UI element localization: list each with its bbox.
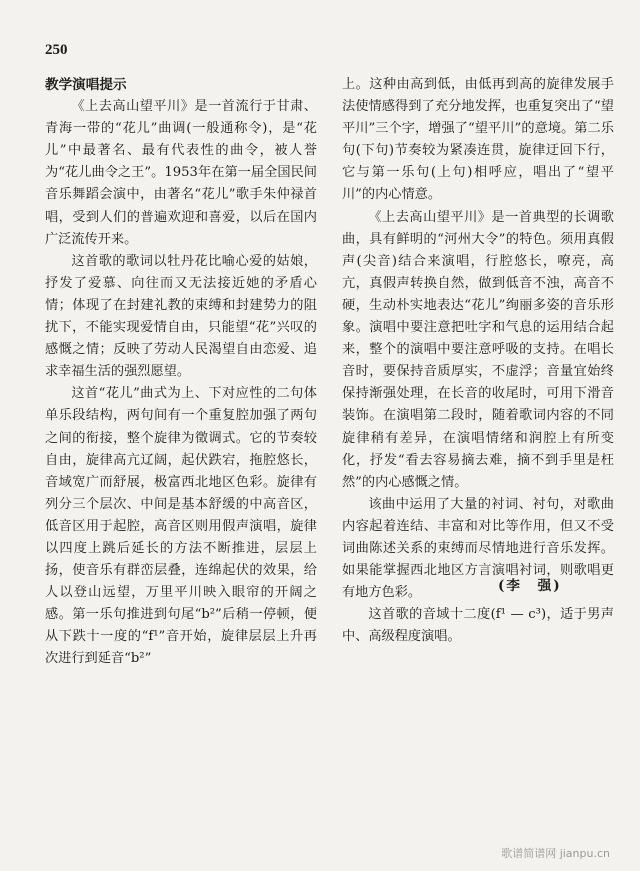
- paragraph-intro: 《上去高山望平川》是一首流行于甘肃、青海一带的“花儿”曲调(一般通称令)，是“花儿”中最著名、最有代表性的曲令，被人誉为“花儿曲令之王”。1953年在第一届全国民间音乐舞蹈会演中，由著名“花儿”歌手朱仲禄首唱，受到人们的普遍欢迎和喜爱，以后在国内广泛流传开来。: [45, 99, 317, 247]
- paragraph-lyrics: 这首歌的歌词以牡丹花比喻心爱的姑娘，抒发了爱慕、向往而又无法接近她的矛盾心情；体现了在封建礼教的束缚和封建势力的阻扰下，不能实现爱情自由，只能望“花”兴叹的感慨之情；反映了劳动人民渴望自由恋爱、追求幸福生活的强烈愿望。: [45, 253, 317, 380]
- section-heading: 教学演唱提示: [45, 77, 127, 93]
- paragraph-filler-words: 该曲中运用了大量的衬词、衬句，对歌曲内容起着连结、丰富和对比等作用，但又不受词曲陈述关系的束缚而尽情地进行音乐发挥。如果能掌握西北地区方言演唱衬词，则歌唱更有地方色彩。: [342, 496, 614, 601]
- left-column: [45, 74, 317, 671]
- author-signature: (李 强): [498, 578, 562, 594]
- paragraph-singing: 《上去高山望平川》是一首典型的长调歌曲，具有鲜明的“河州大令”的特色。须用真假声(尖音)结合来演唱，行腔悠长，嘹亮，高亢，真假声转换自然，做到低音不浊，高音不硬，生动朴实地表达“花儿”绚丽多姿的音乐形象。演唱中要注意把吐字和气息的运用结合起来，整个的演唱中要注意呼吸的支持。在唱长音时，要保持音质厚实，不虚浮；音量宜始终保持渐强处理，在长音的收尾时，可用下滑音装饰。在演唱第二段时，随着歌词内容的不同旋律稍有差异，在演唱情绪和润腔上有所变化，抒发“看去容易摘去难，摘不到手里是枉然”的内心感慨之情。: [342, 209, 614, 490]
- paragraph-range: 这首歌的音域十二度(f¹ — c³)，适于男声中、高级程度演唱。: [342, 607, 614, 645]
- paragraph-structure: 这首“花儿”曲式为上、下对应性的二句体单乐段结构，两句间有一个重复腔加强了两句之间的衔接，整个旋律为徵调式。它的节奏较自由，旋律高亢辽阔，起伏跌宕，拖腔悠长，音域宽广而舒展，极富西北地区色彩。旋律有列分三个层次、中间是基本舒缓的中高音区，低音区用于起腔，高音区则用假声演唱，旋律以四度上跳后延长的方法不断推进，层层上扬，使音乐有群峦层叠，连绵起伏的效果，给人以登山远望，万里平川映入眼帘的开阔之感。第一乐句推进到句尾“b²”后稍一停顿，便从下跌十一度的“f¹”音开始，旋律层层上升再次进行到延音“b²”: [45, 386, 317, 667]
- site-watermark: 歌谱简谱网 jianpu.cn: [501, 847, 610, 860]
- page-number: 250: [45, 42, 68, 58]
- right-column: [342, 74, 614, 648]
- paragraph-structure-continued: 上。这种由高到低，由低再到高的旋律发展手法使情感得到了充分地发挥，也重复突出了“望平川”三个字，增强了“望平川”的意境。第二乐句(下句)节奏较为紧凑连贯，旋律迂回下行，它与第一乐句(上句)相呼应，唱出了“望平川”的内心情意。: [342, 77, 614, 203]
